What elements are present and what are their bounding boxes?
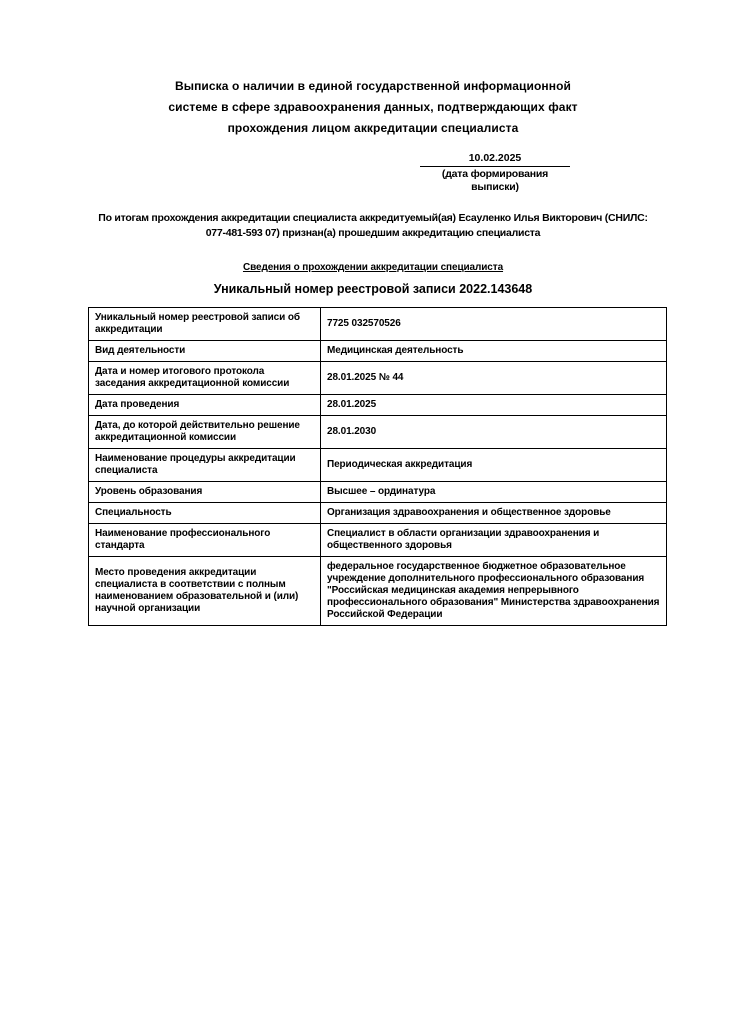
title-line-1: Выписка о наличии в единой государственной информационной (174, 79, 572, 93)
table-row (89, 416, 667, 449)
table-row-value: Организация здравоохранения и общественное здоровье (321, 503, 667, 524)
table-row (89, 449, 667, 482)
table-row-label: Дата проведения (89, 395, 321, 416)
table-row-label: Дата и номер итогового протокола заседания аккредитационной комиссии (89, 362, 321, 395)
table-row-value: 7725 032570526 (321, 308, 667, 341)
table-row-label: Уникальный номер реестровой записи об аккредитации (89, 308, 321, 341)
issue-date-block (420, 152, 570, 194)
registry-number-heading: Уникальный номер реестровой записи 2022.143648 (213, 282, 533, 296)
table-row-value: Высшее – ординатура (321, 482, 667, 503)
table-row-value: Специалист в области организации здравоохранения и общественного здоровья (321, 524, 667, 557)
table-row (89, 395, 667, 416)
table-row (89, 308, 667, 341)
accreditation-table-body (89, 308, 667, 626)
issue-date-caption: (дата формирования выписки) (441, 168, 549, 193)
document-title (88, 76, 658, 139)
table-row (89, 524, 667, 557)
section-heading-text: Сведения о прохождении аккредитации специалиста (242, 262, 504, 273)
table-row-label: Специальность (89, 503, 321, 524)
table-row-value: Медицинская деятельность (321, 341, 667, 362)
table-row-label: Дата, до которой действительно решение аккредитационной комиссии (89, 416, 321, 449)
table-row (89, 557, 667, 626)
table-row-value: Периодическая аккредитация (321, 449, 667, 482)
table-row (89, 341, 667, 362)
table-row-value: 28.01.2025 № 44 (321, 362, 667, 395)
table-row-label: Наименование профессионального стандарта (89, 524, 321, 557)
table-row-label: Наименование процедуры аккредитации специалиста (89, 449, 321, 482)
table-row-value: 28.01.2025 (321, 395, 667, 416)
table-row-label: Вид деятельности (89, 341, 321, 362)
table-row (89, 362, 667, 395)
table-row-value: федеральное государственное бюджетное образовательное учреждение дополнительного профессионального образования "Российская медицинская академия непрерывного профессионального образования" Министерства здравоохранения Российской Федерации (321, 557, 667, 626)
accreditation-table (88, 307, 667, 626)
section-heading (88, 262, 658, 274)
table-row-label: Уровень образования (89, 482, 321, 503)
intro-paragraph: По итогам прохождения аккредитации специалиста аккредитуемый(ая) Есауленко Илья Викторович (СНИЛС: 077-481-593 07) признан(а) прошедшим аккредитацию специалиста (98, 212, 648, 239)
table-row (89, 503, 667, 524)
table-row-label: Место проведения аккредитации специалиста в соответствии с полным наименованием образовательной и (или) научной организации (89, 557, 321, 626)
issue-date-value: 10.02.2025 (420, 152, 570, 167)
table-row-value: 28.01.2030 (321, 416, 667, 449)
table-row (89, 482, 667, 503)
title-line-2: системе в сфере здравоохранения данных, подтверждающих факт (168, 100, 578, 114)
title-line-3: прохождения лицом аккредитации специалиста (227, 121, 519, 135)
